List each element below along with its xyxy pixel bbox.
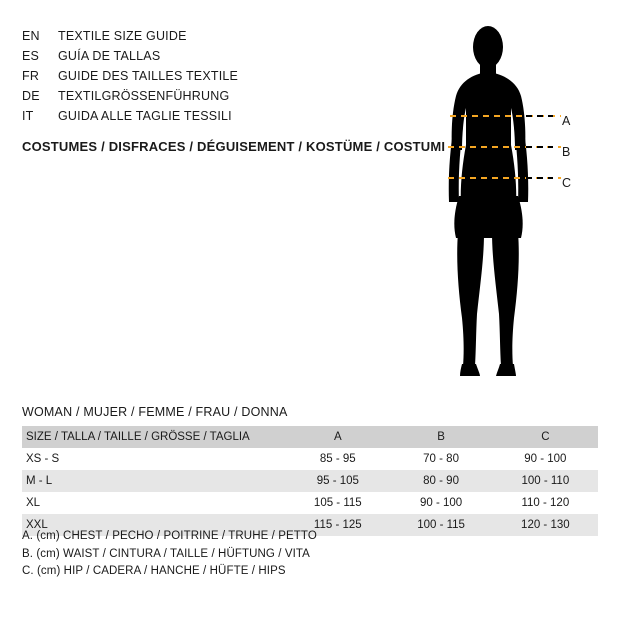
language-text: GUIDA ALLE TAGLIE TESSILI bbox=[58, 109, 232, 123]
table-title: WOMAN / MUJER / FEMME / FRAU / DONNA bbox=[22, 405, 288, 419]
size-table-section bbox=[22, 405, 598, 536]
legend-line-b: B. (cm) WAIST / CINTURA / TAILLE / HÜFTUNG / VITA bbox=[22, 547, 310, 560]
cell-b: 90 - 100 bbox=[419, 497, 463, 509]
measure-label-b: B bbox=[562, 145, 571, 159]
language-row bbox=[22, 69, 402, 89]
costumes-subtitle: COSTUMES / DISFRACES / DÉGUISEMENT / KOSTÜME / COSTUMI bbox=[22, 139, 446, 154]
language-code: EN bbox=[22, 29, 40, 43]
table-row bbox=[22, 492, 598, 514]
cell-c: 110 - 120 bbox=[521, 497, 570, 509]
language-code: IT bbox=[22, 109, 34, 123]
figure-illustration bbox=[418, 20, 603, 390]
measure-label-c: C bbox=[562, 176, 572, 190]
cell-b: 80 - 90 bbox=[423, 475, 459, 487]
cell-c: 90 - 100 bbox=[524, 453, 567, 465]
table-row bbox=[22, 448, 598, 470]
cell-a: 85 - 95 bbox=[319, 453, 356, 465]
cell-c: 100 - 110 bbox=[521, 475, 570, 487]
language-list bbox=[22, 29, 402, 129]
cell-b: 100 - 115 bbox=[417, 519, 465, 531]
size-table bbox=[22, 426, 598, 536]
cell-a: 95 - 105 bbox=[316, 475, 359, 487]
table-header-a: A bbox=[333, 431, 342, 443]
language-row bbox=[22, 89, 402, 109]
woman-silhouette-icon bbox=[418, 20, 603, 390]
cell-size: M - L bbox=[26, 475, 53, 487]
language-row bbox=[22, 29, 402, 49]
cell-c: 120 - 130 bbox=[521, 519, 570, 531]
language-text: GUIDE DES TAILLES TEXTILE bbox=[58, 69, 239, 83]
legend-line-c: C. (cm) HIP / CADERA / HANCHE / HÜFTE / HIPS bbox=[22, 565, 286, 577]
legend-line-a: A. (cm) CHEST / PECHO / POITRINE / TRUHE / PETTO bbox=[22, 530, 317, 542]
table-header-size: SIZE / TALLA / TAILLE / GRÖSSE / TAGLIA bbox=[26, 431, 250, 443]
cell-b: 70 - 80 bbox=[423, 453, 459, 465]
table-header-b: B bbox=[437, 431, 445, 443]
language-code: FR bbox=[22, 69, 40, 83]
language-code: DE bbox=[22, 89, 40, 103]
measure-label-a: A bbox=[562, 114, 571, 128]
table-header-c: C bbox=[541, 431, 550, 443]
language-text: GUÍA DE TALLAS bbox=[58, 49, 161, 63]
language-code: ES bbox=[22, 49, 40, 63]
language-row bbox=[22, 109, 402, 129]
language-text: TEXTILGRÖSSENFÜHRUNG bbox=[58, 89, 230, 103]
cell-a: 115 - 125 bbox=[313, 519, 362, 531]
cell-size: XL bbox=[26, 497, 41, 509]
cell-a: 105 - 115 bbox=[313, 497, 362, 509]
measurement-legend bbox=[22, 528, 317, 581]
cell-size: XXL bbox=[26, 519, 48, 531]
language-row bbox=[22, 49, 402, 69]
language-text: TEXTILE SIZE GUIDE bbox=[58, 29, 187, 43]
table-header-row bbox=[22, 426, 598, 448]
cell-size: XS - S bbox=[26, 453, 60, 465]
table-row bbox=[22, 470, 598, 492]
